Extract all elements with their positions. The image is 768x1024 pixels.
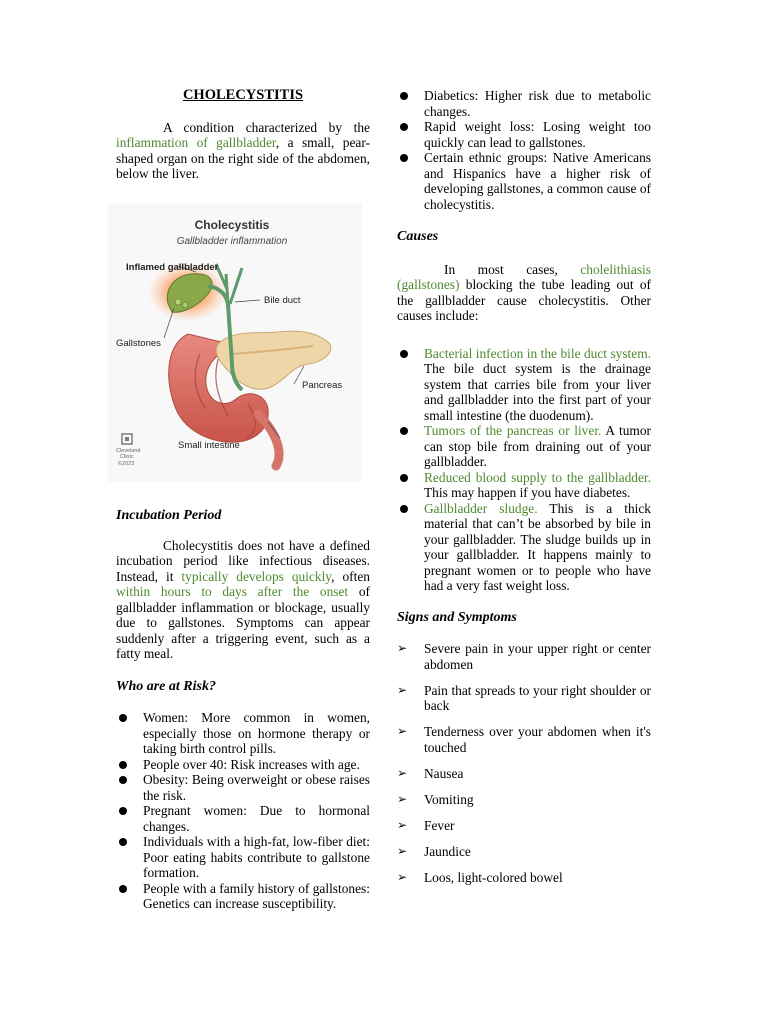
list-item: Gallbladder sludge. This is a thick material that can’t be absorbed by bile in your gallbladder. The sludge builds up in your gallbladder. It happens mainly to pregnant women or to people who have had a very fast weight loss. (397, 501, 651, 594)
label-inflamed-gallbladder: Inflamed gallbladder (126, 261, 219, 273)
list-item: Women: More common in women, especially those on hormone therapy or taking birth control pills. (116, 710, 370, 757)
svg-text:Clinic: Clinic (120, 453, 134, 460)
list-item: People with a family history of gallstones: Genetics can increase susceptibility. (116, 881, 370, 912)
cholecystitis-illustration (108, 204, 362, 482)
label-pancreas: Pancreas (302, 379, 343, 391)
list-item: ➢ Vomiting (397, 792, 651, 808)
svg-text:Cleveland: Cleveland (116, 447, 141, 454)
heading-incubation: Incubation Period (116, 508, 222, 523)
list-item: Diabetics: Higher risk due to metabolic changes. (397, 88, 651, 119)
symptoms-list (397, 641, 651, 885)
label-small-intestine: Small intestine (178, 439, 240, 451)
causes-list (397, 346, 651, 594)
list-item: Tumors of the pancreas or liver. A tumor can stop bile from draining out of your gallbladder. (397, 423, 651, 470)
list-item: ➢ Jaundice (397, 844, 651, 860)
list-item: Individuals with a high-fat, low-fiber diet: Poor eating habits contribute to gallstone formation. (116, 834, 370, 881)
list-item: Bacterial infection in the bile duct system. The bile duct system is the drainage system that carries bile from your liver and gallbladder into the first part of your small intestine (the duodenum). (397, 346, 651, 424)
svg-text:©2023: ©2023 (118, 460, 135, 467)
list-item: ➢ Nausea (397, 766, 651, 782)
list-item: ➢ Loos, light-colored bowel (397, 870, 651, 886)
causes-paragraph: In most cases, cholelithiasis (gallstones) blocking the tube leading out of the gallbladder cause cholecystitis. Other causes include: (397, 261, 651, 323)
list-item: Certain ethnic groups: Native Americans and Hispanics have a higher risk of developing gallstones, a common cause of cholecystitis. (397, 150, 651, 212)
intro-paragraph: A condition characterized by the inflammation of gallbladder, a small, pear-shaped organ on the right side of the abdomen, below the liver. (116, 119, 370, 181)
list-item: Rapid weight loss: Losing weight too quickly can lead to gallstones. (397, 119, 651, 150)
list-item: ➢ Fever (397, 818, 651, 834)
list-item: Pregnant women: Due to hormonal changes. (116, 803, 370, 834)
label-bile-duct: Bile duct (264, 294, 301, 306)
risk-list-right (397, 88, 651, 212)
heading-causes: Causes (397, 229, 439, 244)
list-item: People over 40: Risk increases with age. (116, 757, 370, 773)
incubation-paragraph: Cholecystitis does not have a defined incubation period like infectious diseases. Instead, it typically develops quickly, often within hours to days after the onset of gallbladder inflammation or blockage, usually due to gallstones. Symptoms can appear suddenly after a triggering event, such as a fatty meal. (116, 537, 370, 661)
label-gallstones: Gallstones (116, 337, 161, 349)
list-item: ➢ Severe pain in your upper right or center abdomen (397, 641, 651, 672)
heading-signs-symptoms: Signs and Symptoms (397, 609, 517, 625)
figure-title: Cholecystitis (194, 217, 270, 232)
page-title: CHOLECYSTITIS (182, 87, 304, 103)
heading-who-at-risk: Who are at Risk? (116, 678, 216, 694)
right-column (397, 88, 651, 896)
list-item: Reduced blood supply to the gallbladder. This may happen if you have diabetes. (397, 470, 651, 501)
list-item: ➢ Pain that spreads to your right shoulder or back (397, 683, 651, 714)
figure-subtitle: Gallbladder inflammation (176, 235, 288, 247)
left-column (116, 86, 370, 912)
list-item: Obesity: Being overweight or obese raises the risk. (116, 772, 370, 803)
list-item: ➢ Tenderness over your abdomen when it's touched (397, 724, 651, 755)
risk-list-left (116, 710, 370, 912)
